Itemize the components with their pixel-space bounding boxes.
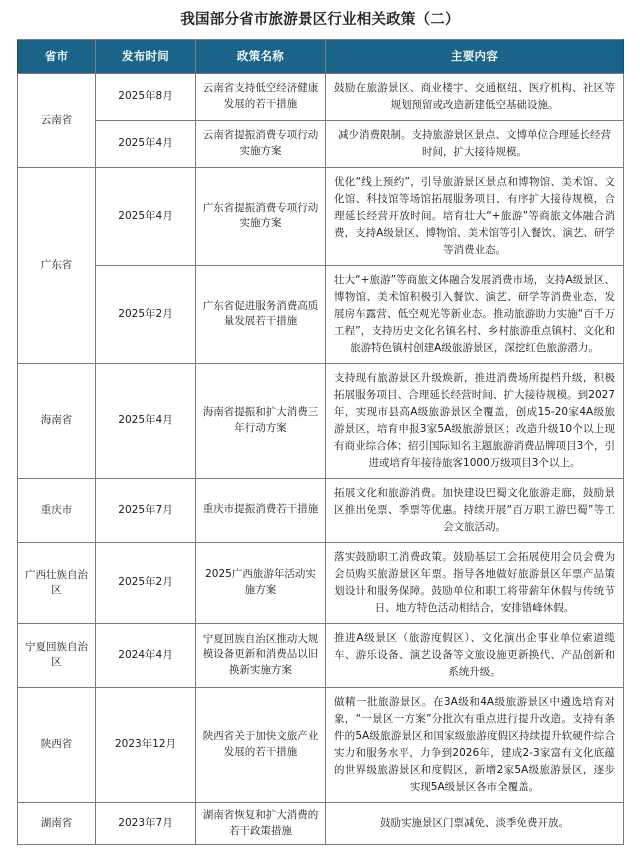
table-row [18, 542, 624, 623]
cell-policy-name: 广东省促进服务消费高质量发展若干措施 [196, 265, 326, 363]
table-body [18, 73, 624, 845]
cell-content: 落实鼓励职工消费政策。鼓励基层工会拓展使用会员会费为会员购买旅游景区年票。指导各地做好旅游景区年票产品策划设计和服务保障。鼓励单位和职工将带薪年休假与传统节日、地方特色活动相结合，安排错峰休假。 [326, 542, 624, 623]
table-header [18, 39, 624, 73]
cell-content: 优化“线上预约”，引导旅游景区景点和博物馆、美术馆、文化馆、科技馆等场馆拓展服务项目，有序扩大接待规模，合理延长经营开放时间。培育壮大“+旅游”等商旅文体融合消费，支持A级景区、博物馆、美术馆等引入餐饮、演艺、研学等消费业态。 [326, 167, 624, 265]
table-row [18, 363, 624, 478]
table-row [18, 73, 624, 120]
cell-content: 鼓励实施景区门票减免、淡季免费开放。 [326, 802, 624, 845]
cell-province: 云南省 [18, 73, 96, 167]
cell-policy-name: 宁夏回族自治区推动大规模设备更新和消费品以旧换新实施方案 [196, 623, 326, 687]
cell-date: 2025年2月 [96, 265, 196, 363]
policy-table [17, 39, 624, 846]
cell-content: 减少消费限制。支持旅游景区景点、文博单位合理延长经营时间，扩大接待规模。 [326, 120, 624, 167]
table-row [18, 120, 624, 167]
cell-content: 壮大“+旅游”等商旅文体融合发展消费市场，支持A级景区、博物馆、美术馆积极引入餐饮、演艺、研学等消费业态，发展房车露营、低空观光等新业态。推动旅游助力实施“百千万工程”，支持历史文化名镇名村、乡村旅游重点镇村、文化和旅游特色镇村创建A级旅游景区，深挖红色旅游潜力。 [326, 265, 624, 363]
table-row [18, 802, 624, 845]
cell-content: 支持现有旅游景区升级焕新，推进消费场所提档升级，积极拓展服务项目、合理延长经营时间、扩大接待规模。到2027年，实现市县高A级旅游景区全覆盖，创成15-20家4A级旅游景区，培育申报3家5A级旅游景区；改造升级10个以上现有商业综合体；招引国际知名主题旅游消费品牌项目3个，引进或培育年接待旅客1000万级项目3个以上。 [326, 363, 624, 478]
cell-policy-name: 广东省提振消费专项行动实施方案 [196, 167, 326, 265]
cell-date: 2025年7月 [96, 478, 196, 542]
table-row [18, 265, 624, 363]
column-header-province: 省市 [18, 39, 96, 73]
cell-province: 宁夏回族自治区 [18, 623, 96, 687]
cell-policy-name: 海南省提振和扩大消费三年行动方案 [196, 363, 326, 478]
cell-policy-name: 云南省支持低空经济健康发展的若干措施 [196, 73, 326, 120]
page-title: 我国部分省市旅游景区行业相关政策（二） [180, 12, 460, 28]
cell-content: 鼓励在旅游景区、商业楼宇、交通枢纽、医疗机构、社区等规划预留或改造新建低空基础设施。 [326, 73, 624, 120]
cell-date: 2023年12月 [96, 687, 196, 802]
table-header-row [18, 39, 624, 73]
cell-date: 2025年4月 [96, 363, 196, 478]
cell-policy-name: 湖南省恢复和扩大消费的若干政策措施 [196, 802, 326, 845]
cell-date: 2025年4月 [96, 120, 196, 167]
column-header-date: 发布时间 [96, 39, 196, 73]
column-header-content: 主要内容 [326, 39, 624, 73]
table-row [18, 478, 624, 542]
cell-policy-name: 重庆市提振消费若干措施 [196, 478, 326, 542]
cell-policy-name: 2025广西旅游年活动实施方案 [196, 542, 326, 623]
cell-province: 陕西省 [18, 687, 96, 802]
table-wrapper [0, 39, 640, 846]
cell-policy-name: 陕西省关于加快文旅产业发展的若干措施 [196, 687, 326, 802]
table-row [18, 167, 624, 265]
cell-province: 广东省 [18, 167, 96, 363]
cell-policy-name: 云南省提振消费专项行动实施方案 [196, 120, 326, 167]
cell-date: 2024年4月 [96, 623, 196, 687]
cell-content: 拓展文化和旅游消费。加快建设巴蜀文化旅游走廊，鼓励景区推出免票、季票等优惠。持续开展“百万职工游巴蜀”等工会文旅活动。 [326, 478, 624, 542]
table-row [18, 623, 624, 687]
cell-province: 湖南省 [18, 802, 96, 845]
cell-content: 推进A级景区（旅游度假区）、文化演出企事业单位索道缆车、游乐设备、演艺设备等文旅设施更新换代、产品创新和系统升级。 [326, 623, 624, 687]
cell-date: 2025年4月 [96, 167, 196, 265]
cell-date: 2023年7月 [96, 802, 196, 845]
cell-content: 做精一批旅游景区。在3A级和4A级旅游景区中遴选培育对象，“一景区一方案”分批次有重点进行提升改造。支持有条件的5A级旅游景区和国家级旅游度假区持续提升软硬件综合实力和服务水平，力争到2026年，建成2-3家富有文化底蕴的世界级旅游景区和度假区，新增2家5A级旅游景区，逐步实现5A级景区各市全覆盖。 [326, 687, 624, 802]
cell-date: 2025年2月 [96, 542, 196, 623]
cell-province: 广西壮族自治区 [18, 542, 96, 623]
cell-province: 海南省 [18, 363, 96, 478]
column-header-policy-name: 政策名称 [196, 39, 326, 73]
table-row [18, 687, 624, 802]
cell-province: 重庆市 [18, 478, 96, 542]
cell-date: 2025年8月 [96, 73, 196, 120]
